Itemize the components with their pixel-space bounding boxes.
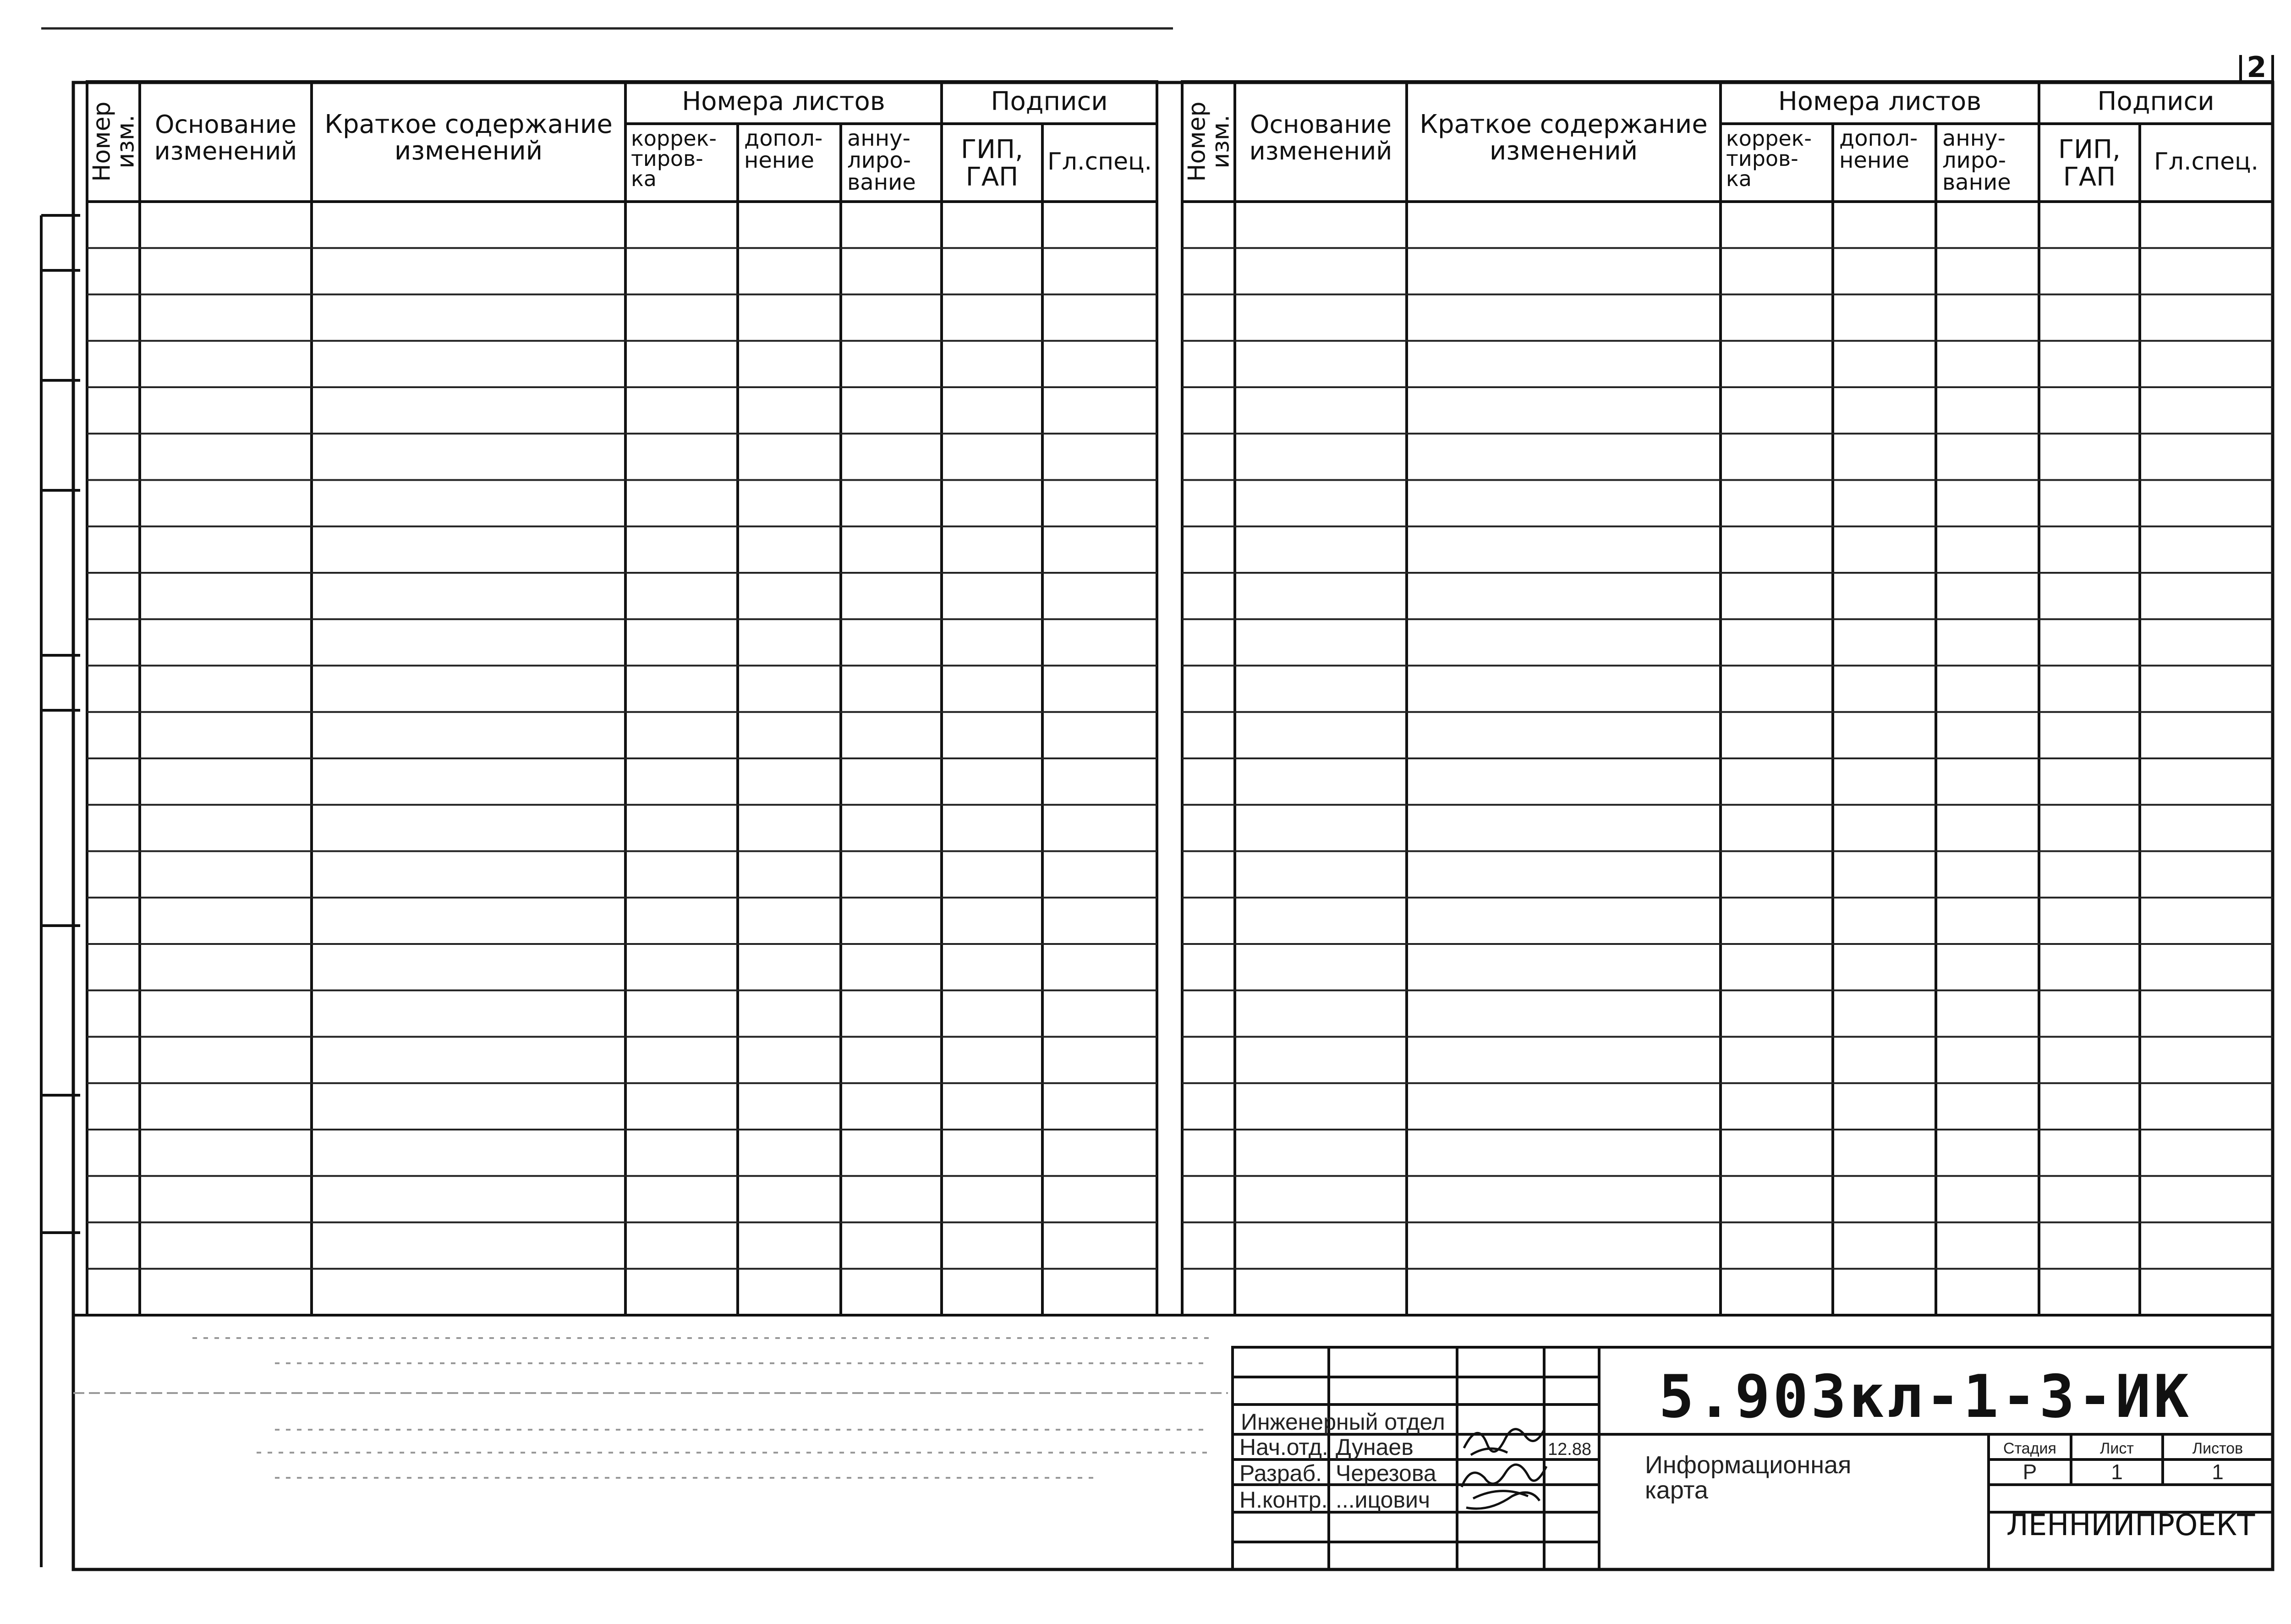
header-annulment-line-1: анну- — [1942, 126, 2006, 151]
header-change-number-line-2: изм. — [112, 115, 140, 169]
header-addition-line-2: нение — [744, 148, 815, 173]
sheets-value: 1 — [2212, 1460, 2224, 1484]
document-title-line-2: карта — [1645, 1476, 1708, 1504]
header-basis-line-2: изменений — [1249, 137, 1392, 165]
change-log-tables — [87, 82, 2273, 1315]
header-chief-specialist: Гл.спец. — [1047, 148, 1152, 176]
header-addition-line-1: допол- — [744, 126, 823, 151]
header-annulment-line-1: анну- — [847, 126, 910, 151]
header-change-number — [1184, 101, 1235, 181]
log-rows — [1182, 248, 2273, 1269]
header-signatures: Подписи — [2097, 87, 2214, 116]
header-correction-line-3: ка — [631, 166, 657, 191]
header-change-number — [88, 101, 140, 181]
header-addition-line-2: нение — [1839, 148, 1910, 173]
header-basis-line-2: изменений — [154, 137, 297, 165]
header-summary-line-1: Краткое содержание — [1420, 110, 1708, 139]
role-row-2-name: Черезова — [1336, 1460, 1436, 1486]
document-title-line-1: Информационная — [1645, 1451, 1852, 1479]
role-row-2-role: Разраб. — [1239, 1460, 1322, 1486]
header-gip-line-2: ГАП — [2063, 162, 2116, 192]
role-row-1-role: Нач.отд. — [1239, 1434, 1328, 1460]
department-name: Инженерный отдел — [1241, 1409, 1445, 1435]
header-change-number-line-1: Номер — [88, 101, 116, 182]
role-row-3-name: ...ицович — [1336, 1487, 1431, 1513]
header-summary-line-1: Краткое содержание — [324, 110, 613, 139]
sheet-value: 1 — [2111, 1460, 2123, 1484]
header-annulment-line-3: вание — [847, 170, 916, 195]
role-row-1-date: 12.88 — [1548, 1440, 1592, 1459]
change-log-table-2 — [1182, 82, 2273, 1315]
header-addition-line-1: допол- — [1839, 126, 1918, 151]
sheet-corner-number: 2 — [2247, 50, 2267, 84]
header-change-number-line-2: изм. — [1207, 115, 1235, 169]
header-annulment-line-2: лиро- — [847, 148, 911, 173]
header-summary-line-2: изменений — [394, 136, 543, 166]
header-sheet-numbers: Номера листов — [682, 87, 885, 116]
header-signatures: Подписи — [991, 87, 1108, 116]
header-gip-line-1: ГИП, — [961, 135, 1023, 165]
document-designation: 5.903кл-1-3-ИК — [1659, 1363, 2192, 1431]
role-row-1-name: Дунаев — [1336, 1434, 1414, 1460]
header-sheet-numbers: Номера листов — [1778, 87, 1982, 116]
header-gip-line-2: ГАП — [965, 162, 1019, 192]
header-correction-line-3: ка — [1726, 166, 1752, 191]
header-gip-line-1: ГИП, — [2058, 135, 2121, 165]
header-annulment-line-2: лиро- — [1942, 148, 2006, 173]
role-row-3-role: Н.контр. — [1239, 1487, 1328, 1513]
change-log-table-1 — [87, 82, 1157, 1315]
sheet-label: Лист — [2100, 1440, 2134, 1457]
sheets-label: Листов — [2192, 1440, 2243, 1457]
header-correction-line-2: тиров- — [1726, 146, 1798, 171]
stage-label: Стадия — [2003, 1440, 2056, 1457]
signature-2 — [1462, 1465, 1546, 1509]
header-basis-line-1: Основание — [154, 110, 297, 139]
header-basis-line-1: Основание — [1250, 110, 1392, 139]
header-correction-line-1: коррек- — [631, 126, 717, 151]
header-change-number-line-1: Номер — [1183, 101, 1211, 182]
stage-value: Р — [2022, 1460, 2037, 1484]
organization-name: ЛЕННИИПРОЕКТ — [2006, 1509, 2255, 1542]
header-correction-line-1: коррек- — [1726, 126, 1812, 151]
header-summary-line-2: изменений — [1489, 136, 1638, 166]
header-correction-line-2: тиров- — [631, 146, 703, 171]
faded-notes-area — [73, 1338, 1228, 1478]
header-chief-specialist: Гл.спец. — [2154, 148, 2258, 176]
header-annulment-line-3: вание — [1942, 170, 2011, 195]
log-rows — [87, 248, 1157, 1269]
